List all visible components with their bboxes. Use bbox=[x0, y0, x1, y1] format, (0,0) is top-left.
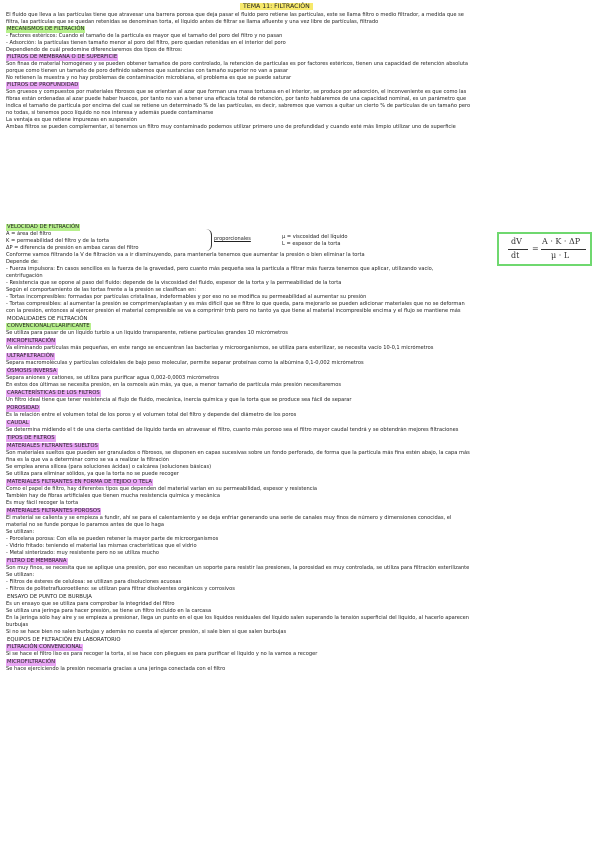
text-line: centrifugación bbox=[6, 273, 43, 279]
text-line: Separa macromoléculas y partículas coloidales de bajo peso molecular, permite separar proteínas como la albúmina 0,1-0,002 micrómetros bbox=[6, 360, 364, 366]
text-line: Son materiales sueltos que pueden ser granulados o fibrosos, se disponen en capas sucesivas sobre un fondo perforado, de forma que la partícula más fina estén abajo, la capa más bbox=[6, 450, 470, 456]
text-line: Conforme vamos filtrando la V de filtración va a ir disminuyendo, para mantenerla tenemos que aumentar la presión o bien eliminar la torta bbox=[6, 252, 365, 258]
text-line: Se hace ejerciciendo la presión necesaria gracias a una jeringa conectada con el filtro bbox=[6, 666, 226, 672]
formula-bar bbox=[508, 249, 528, 250]
text-line: Va eliminando partículas más pequeñas, en este rango se encuentran las bacterias y microorganismos, se utiliza para esterilizar, se necesita vacío 10-0,1 micrómetros bbox=[6, 345, 434, 351]
text-line: Si se hace el filtro liso es para recoger la torta, si se hace con pliegues es para purificar el líquido y no la vamos a recoger bbox=[6, 651, 318, 657]
text-line: Dependiendo de cuál predomine diferenciaremos dos tipos de filtros: bbox=[6, 47, 183, 53]
text-line: - Fuerza impulsora: En casos sencillos es la fuerza de la gravedad, pero cuanto más pequeña sea la partícula a filtrar más fuerza tenemos que aplicar, utilizando vacío, bbox=[6, 266, 434, 272]
formula-rhs-num: A · K · ΔP bbox=[542, 237, 581, 246]
text-line: material no se funde porque lo paramos antes de que lo haga bbox=[6, 522, 164, 528]
heading-caracteristicas: CARACTERÍSTICAS DE LOS FILTROS bbox=[7, 390, 100, 396]
brace bbox=[205, 229, 212, 251]
text-line: - Tortas incompresibles: formadas por partículas cristalinas, indeformables y por eso no se modifica su permeabilidad al aumentar su presión bbox=[6, 294, 367, 300]
text-line: Se utiliza una jeringa para hacer presión, se tiene un filtro incluido en la carcasa bbox=[6, 608, 212, 614]
text-line: Según el comportamiento de las tortas frente a la presión se clasifican en: bbox=[6, 287, 197, 293]
text-line: - Vidrio fritado: teniendo el material las mismas cracterísticas que el vidrio bbox=[6, 543, 197, 549]
text-line: Se emplea arena sílicea (para soluciones ácidas) o calcárea (soluciones básicas) bbox=[6, 464, 212, 470]
text-line: Se utilizan: bbox=[6, 529, 35, 535]
page-title: TEMA 11: FILTRACIÓN bbox=[240, 3, 313, 10]
text-line: Depende de: bbox=[6, 259, 39, 265]
heading-velocidad: VELOCIDAD DE FILTRACIÓN bbox=[7, 224, 80, 230]
heading-membrana: FILTROS DE MEMBRANA O DE SUPERFICIE bbox=[7, 54, 118, 60]
text-line: indica el tamaño de partícula por encima del cual se retiene un determinado % de las partículas, es decir, sabremos que vamos a quitar un cierto % de partículas de un tamaño pero bbox=[6, 103, 471, 109]
text-line: En estos dos últimas se necesita presión, en la osmosis aún más, ya que, a menor tamaño de partícula más presión necesitaremos bbox=[6, 382, 342, 388]
text-line: - Metal sinterizado: muy resistente pero no se utiliza mucho bbox=[6, 550, 160, 556]
text-line: - Adsorción: la partículas tienen tamaño menor al poro del filtro, pero quedan retenidas en el interior del poro bbox=[6, 40, 286, 46]
text-line: - Resistencia que se opone al paso del fluido: depende de la viscosidad del fluido, espesor de la torta y la permeabilidad de la torta bbox=[6, 280, 342, 286]
heading-modalidades: MODALIDADES DE FILTRACIÓN bbox=[7, 316, 88, 322]
heading-micro: MICROFILTRACIÓN bbox=[7, 338, 56, 344]
text-line: - Tortas compresibles: al aumentar la presión se comprimen/aplastan y es más difícil que se filtre lo que queda, para mejorarlo se pueden adicionar materiales que no se deforman bbox=[6, 301, 465, 307]
text-line: Se utiliza para pasar de un líquido turbio a un líquido transparente, retiene partículas grandes 10 micrómetros bbox=[6, 330, 288, 336]
text-line: K = permeabilidad del filtro y de la torta bbox=[6, 238, 109, 244]
text-line: no todas, si tenemos poco líquido no nos interesa y además puede contaminarse bbox=[6, 110, 214, 116]
heading-sueltos: MATERIALES FILTRANTES SUELTOS bbox=[7, 443, 98, 449]
text-line: A = área del filtro bbox=[6, 231, 52, 237]
text-line: con la presión, entonces al ejercer presión el material compresible se va a comprimir tmb pero no tanto ya que tiene al material incompresible encima y el flujo se mantiene más bbox=[6, 308, 461, 314]
heading-tipos: TIPOS DE FILTROS bbox=[7, 435, 55, 441]
heading-filtro-membrana: FILTRO DE MEMBRANA bbox=[7, 558, 67, 564]
text-line: - Filtros de ésteres de celulosa: se utilizan para disoluciones acuosas bbox=[6, 579, 182, 585]
text-line: Son finas de material homogéneo y se pueden obtener tamaños de poro controlado, la retención de partículas es por factores estéricos, tienen una capacidad de retención absoluta bbox=[6, 61, 469, 67]
text-line: Como el papel de filtro, hay diferentes tipos que dependen del material varían en su permeabilidad, espesor y resistencia bbox=[6, 486, 318, 492]
formula-lhs-den: dt bbox=[511, 251, 520, 260]
heading-ultra: ULTRAFILTRACIÓN bbox=[7, 353, 54, 359]
text-line: No retienen la muestra y no hay problemas de contaminación microbiana, el problema es que se puede saturar bbox=[6, 75, 292, 81]
text-line: - Filtros de politetrafluoroetileno: se utilizan para filtrar disolventes orgánicos y corrosivos bbox=[6, 586, 235, 592]
heading-osmosis: ÓSMOSIS INVERSA bbox=[7, 368, 57, 374]
text-line: L = espesor de la torta bbox=[282, 241, 341, 247]
text-line: Es muy fácil recoger la torta bbox=[6, 500, 79, 506]
formula-rhs-den: μ · L bbox=[551, 251, 570, 260]
text-line: Es un ensayo que se utiliza para comprobar la integridad del filtro bbox=[6, 601, 175, 607]
formula-eq: = bbox=[532, 244, 539, 253]
heading-porosos: MATERIALES FILTRANTES POROSOS bbox=[7, 508, 101, 514]
text-line: La ventaja es que retiene impurezas en suspensión bbox=[6, 117, 138, 123]
text-line: También hay de fibras artificiales que tienen mucha resistencia química y mecánica bbox=[6, 493, 220, 499]
text-line: Se utiliza para eliminar sólidos, ya que la torta no se puede recoger bbox=[6, 471, 179, 477]
text-line: porque como tienen un tamaño de poro definido sabemos que sustancias con tamaño superior no van a pasar bbox=[6, 68, 289, 74]
text-line: - Factores estéricos: Cuando el tamaño de la partícula es mayor que el tamaño del poro del filtro y no pasan bbox=[6, 33, 283, 39]
text-line: Es la relación entre el volumen total de los poros y el volumen total del filtro y depende del diámetro de los poros bbox=[6, 412, 297, 418]
text-line: Se determina midiendo el t de una cierta cantidad de líquido tarda en atravesar el filtro, cuanto más poroso sea el filtro mayor caudal tendrá y se obtendrán mejores filtraciones bbox=[6, 427, 459, 433]
heading-convencional: CONVENCIONAL/CLARIFICANTE bbox=[7, 323, 90, 329]
text-line: Separa aniones y cationes, se utiliza para purificar agua 0,002-0,0003 micrómetros bbox=[6, 375, 220, 381]
heading-filtracion-convencional: FILTRACIÓN CONVENCIONAL bbox=[7, 644, 82, 650]
text-line: En la jeringa sólo hay aire y se empieza a presionar, llega un punto en el que los líquidos residuales del líquido salen superando la tensión superficial del líquido, al hacerlo aparecen bbox=[6, 615, 469, 621]
text-line: Ambas filtros se pueden complementar, si tenemos un filtro muy contaminado podemos utilizar primero uno de profundidad y cuando esté más limpio utilizar uno de superficie bbox=[6, 124, 456, 130]
heading-tejido: MATERIALES FILTRANTES EN FORMA DE TEJIDO O TELA bbox=[7, 479, 152, 485]
heading-caudal: CAUDAL bbox=[7, 420, 29, 426]
intro-line: filtra, las partículas que se quedan retenidas se denominan torta, el líquido antes de filtrar se llama afluente y una vez libre de partículas, filtrado bbox=[6, 19, 379, 25]
text-line: ΔP = diferencia de presión en ambas caras del filtro bbox=[6, 245, 139, 251]
text-line: fibras están ordenadas al azar puede haber huecos, por tanto no van a tener una eficacia total de retención, por tanto hablaremos de una capacidad nominal, es un parámetro que bbox=[6, 96, 467, 102]
text-line: Son muy finos, se necesita que se aplique una presión, por eso necesitan un soporte para resistir las presiones, la porosidad es muy controlada, se utiliza para filtración esterilizante bbox=[6, 565, 470, 571]
formula-bar bbox=[541, 249, 586, 250]
text-line: burbujas bbox=[6, 622, 29, 628]
heading-porosidad: POROSIDAD bbox=[7, 405, 39, 411]
proporcionales-label: proporcionales bbox=[214, 236, 251, 242]
heading-mecanismos: MECANISMOS DE FILTRACIÓN bbox=[7, 26, 85, 32]
text-line: μ = viscosidad del líquido bbox=[282, 234, 348, 240]
text-line: Un filtro ideal tiene que tener resistencia al flujo de fluido, mecánica, inercia química y que la torta que se produce sea fácil de separar bbox=[6, 397, 352, 403]
formula-lhs-num: dV bbox=[511, 237, 522, 246]
heading-microfiltracion: MICROFILTRACIÓN bbox=[7, 659, 56, 665]
text-line: Si no se hace bien no salen burbujas y además no cuesta al ejercer presión, si sale bien si que salen burbujas bbox=[6, 629, 287, 635]
text-line: Son gruesos y compuestos por materiales fibrosos que se orientan al azar que forman una masa tortuosa en el interior, se produce por adsorción, el inconveniente es que como las bbox=[6, 89, 467, 95]
text-line: fina es la que va a determinar como se va a realizar la filtración bbox=[6, 457, 170, 463]
intro-line: El fluido que lleva a las partículas tiene que atravesar una barrera porosa que deja pasar el fluido pero retiene las partículas, este se llama filtro o medio filtrador, a medida que se bbox=[6, 12, 464, 18]
heading-burbuja: ENSAYO DE PUNTO DE BURBUJA bbox=[7, 594, 92, 600]
text-line: Se utilizan: bbox=[6, 572, 35, 578]
heading-equipos: EQUIPOS DE FILTRACIÓN EN LABORATORIO bbox=[7, 637, 121, 643]
text-line: - Porcelana porosa: Con ella se pueden retener la mayor parte de microorganismos bbox=[6, 536, 219, 542]
text-line: El material se calienta y se empieza a fundir, ahí se para el calentamiento y se deja enfriar generando una serie de canales muy finos de número y dimensiones conocidas, el bbox=[6, 515, 452, 521]
heading-profundidad: FILTROS DE PROFUNDIDAD bbox=[7, 82, 79, 88]
